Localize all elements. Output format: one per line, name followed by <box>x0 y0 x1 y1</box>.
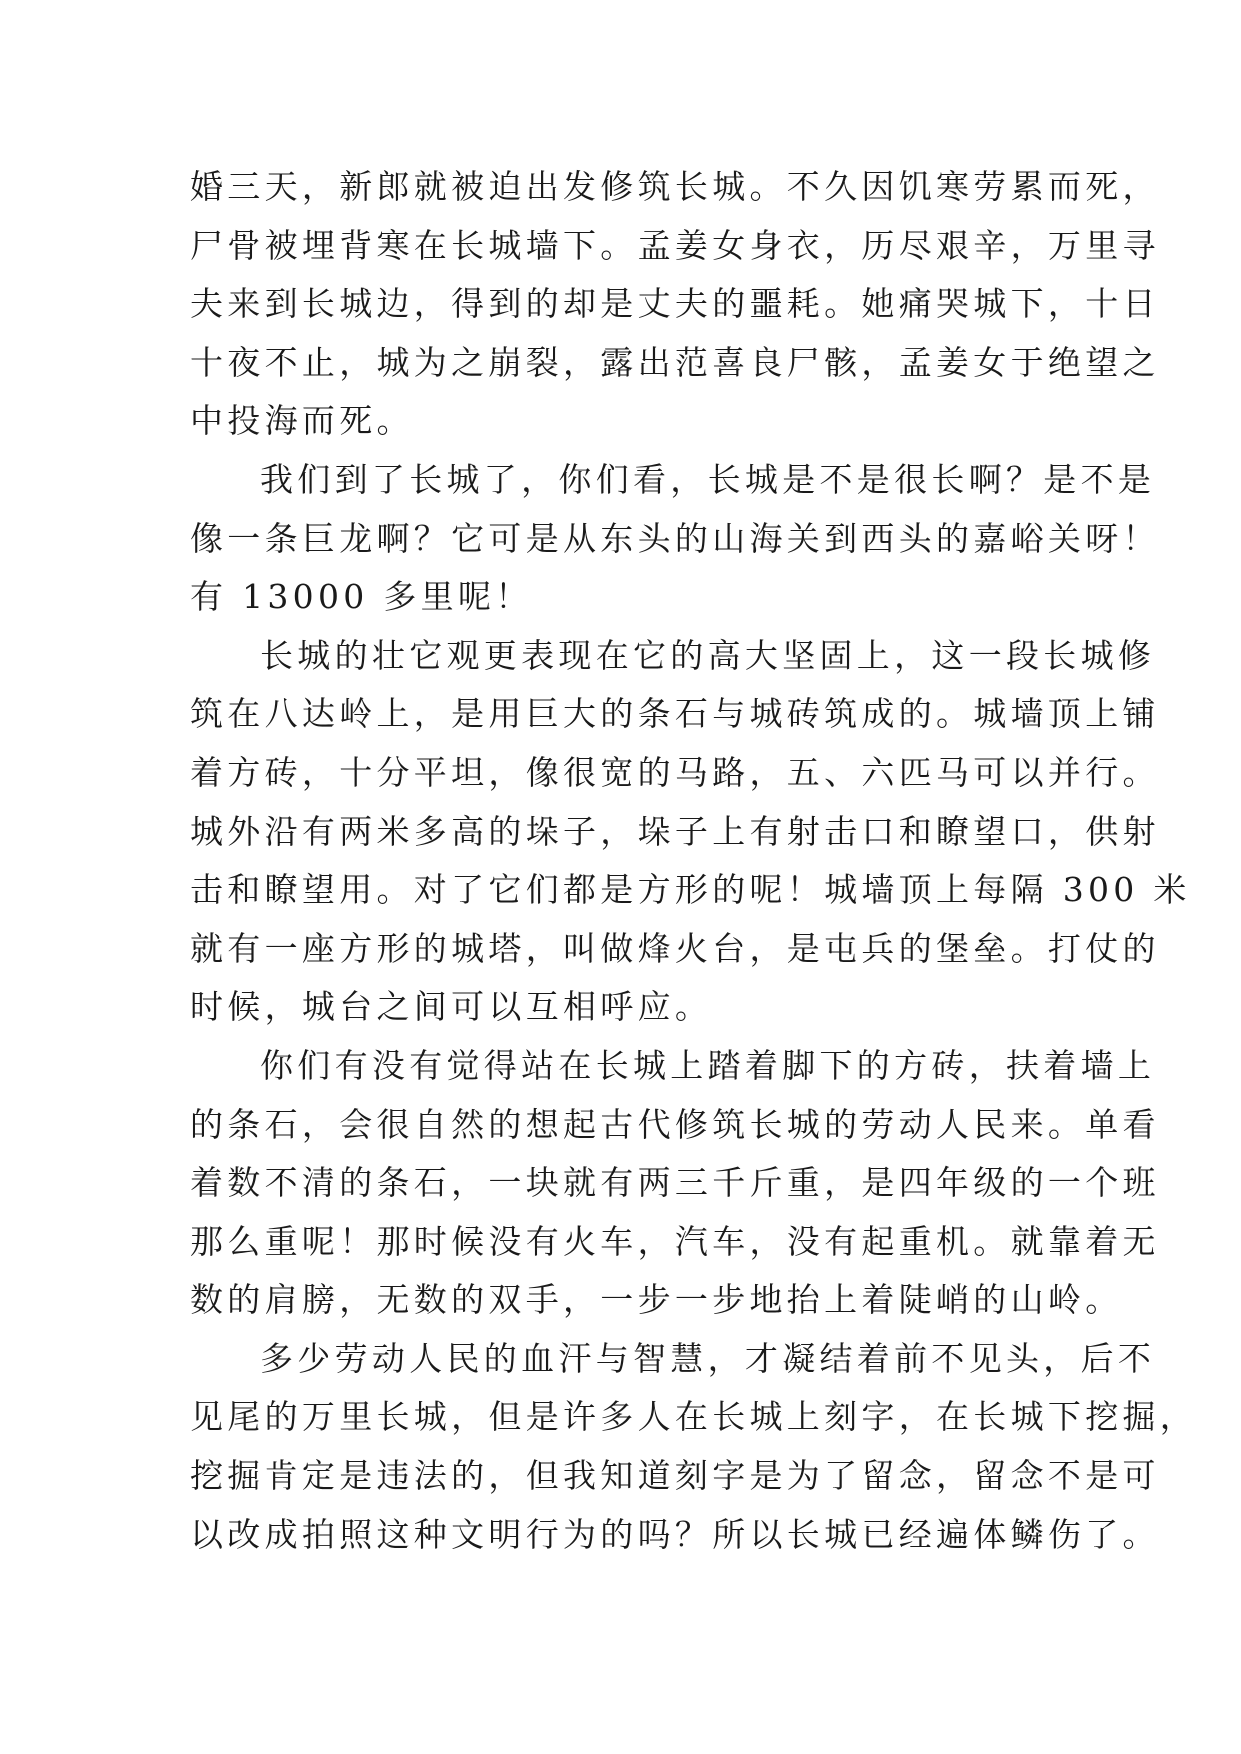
paragraph-first-line: 你们有没有觉得站在长城上踏着脚下的方砖，扶着墙上 <box>260 1045 1156 1085</box>
text-line: 婚三天，新郎就被迫出发修筑长城。不久因饥寒劳累而死， <box>190 167 1160 206</box>
text-line: 见尾的万里长城，但是许多人在长城上刻字，在长城下挖掘， <box>190 1397 1198 1437</box>
text-line: 着方砖，十分平坦，像很宽的马路，五、六匹马可以并行。 <box>190 752 1160 792</box>
paragraph-first-line: 我们到了长城了，你们看，长城是不是很长啊？是不是 <box>260 459 1156 499</box>
text-line: 十夜不止，城为之崩裂，露出范喜良尸骸，孟姜女于绝望之 <box>190 342 1160 382</box>
text-line: 就有一座方形的城塔，叫做烽火台，是屯兵的堡垒。打仗的 <box>190 928 1160 968</box>
text-line: 数的肩膀，无数的双手，一步一步地抬上着陡峭的山岭。 <box>190 1280 1123 1320</box>
text-line: 中投海而死。 <box>190 401 414 441</box>
text-line: 筑在八达岭上，是用巨大的条石与城砖筑成的。城墙顶上铺 <box>190 694 1160 734</box>
paragraph-first-line: 长城的壮它观更表现在它的高大坚固上，这一段长城修 <box>260 635 1156 675</box>
text-line: 着数不清的条石，一块就有两三千斤重，是四年级的一个班 <box>190 1163 1160 1203</box>
text-line: 尸骨被埋背寒在长城墙下。孟姜女身衣，历尽艰辛，万里寻 <box>190 225 1160 265</box>
text-line: 有 13000 多里呢！ <box>190 577 533 617</box>
text-line: 城外沿有两米多高的垛子，垛子上有射击口和瞭望口，供射 <box>190 811 1160 851</box>
text-line: 击和瞭望用。对了它们都是方形的呢！城墙顶上每隔 300 米 <box>190 870 1191 910</box>
text-line: 以改成拍照这种文明行为的吗？所以长城已经遍体鳞伤了。 <box>190 1514 1160 1554</box>
text-line: 的条石，会很自然的想起古代修筑长城的劳动人民来。单看 <box>190 1104 1160 1144</box>
text-line: 像一条巨龙啊？它可是从东头的山海关到西头的嘉峪关呀！ <box>190 518 1160 558</box>
paragraph-first-line: 多少劳动人民的血汗与智慧，才凝结着前不见头，后不 <box>260 1338 1156 1378</box>
text-line: 挖掘肯定是违法的，但我知道刻字是为了留念，留念不是可 <box>190 1456 1160 1496</box>
text-line: 时候，城台之间可以互相呼应。 <box>190 987 713 1027</box>
text-line: 夫来到长城边，得到的却是丈夫的噩耗。她痛哭城下，十日 <box>190 284 1160 324</box>
body-text <box>190 158 1198 1564</box>
text-line: 那么重呢！那时候没有火车，汽车，没有起重机。就靠着无 <box>190 1221 1160 1261</box>
